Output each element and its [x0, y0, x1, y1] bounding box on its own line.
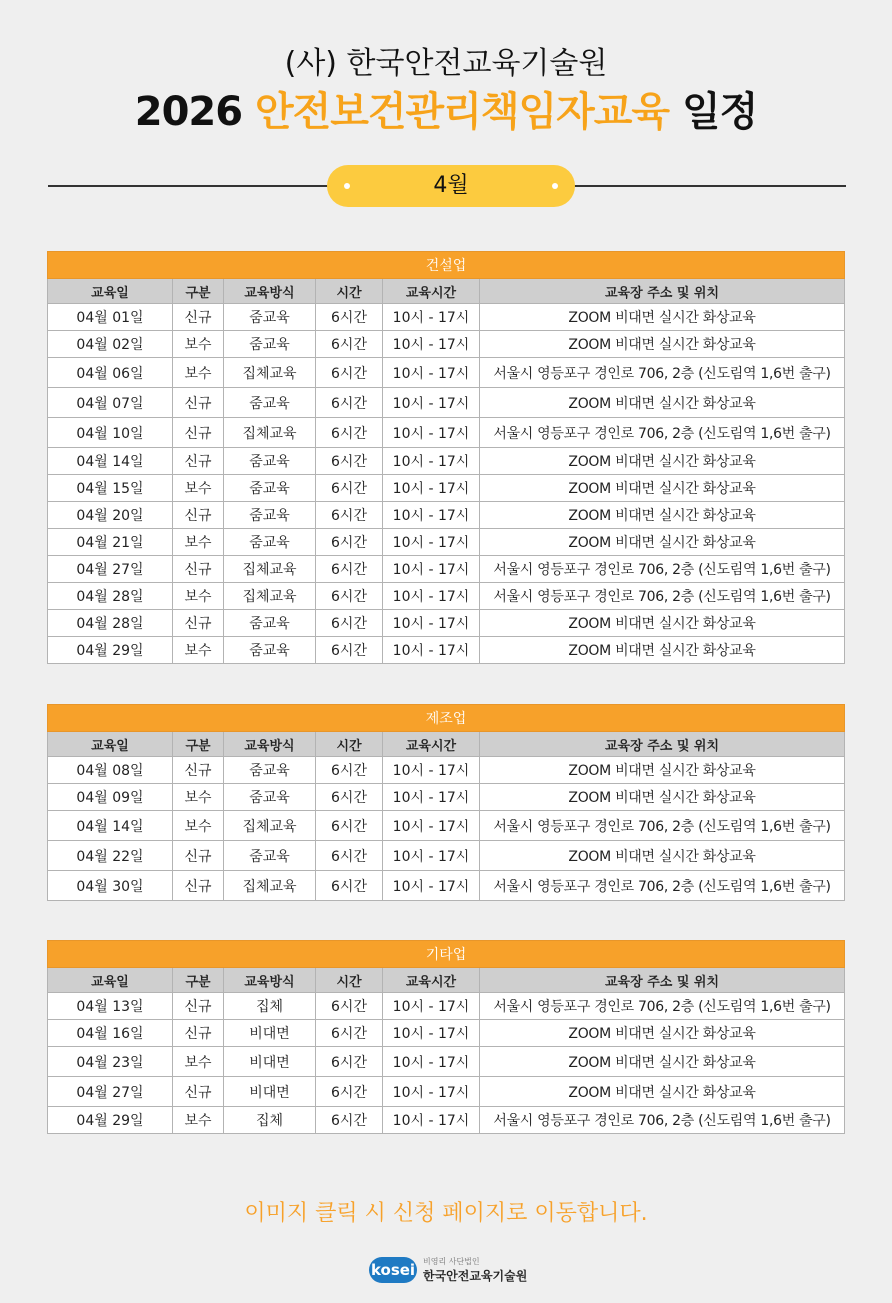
- method-cell: 줌교육: [224, 841, 316, 871]
- location-cell: ZOOM 비대면 실시간 화상교육: [480, 331, 845, 358]
- method-cell: 줌교육: [224, 610, 316, 637]
- location-cell: ZOOM 비대면 실시간 화상교육: [480, 784, 845, 811]
- duration-cell: 6시간: [316, 418, 383, 448]
- time-cell: 10시 - 17시: [383, 358, 480, 388]
- table-row: [48, 811, 845, 841]
- column-header: 구분: [173, 968, 224, 993]
- date-cell: 04월 20일: [48, 502, 173, 529]
- duration-cell: 6시간: [316, 841, 383, 871]
- method-cell: 집체교육: [224, 358, 316, 388]
- date-cell: 04월 13일: [48, 993, 173, 1020]
- type-cell: 보수: [173, 331, 224, 358]
- method-cell: 줌교육: [224, 784, 316, 811]
- duration-cell: 6시간: [316, 1020, 383, 1047]
- table-row: [48, 529, 845, 556]
- time-cell: 10시 - 17시: [383, 529, 480, 556]
- logo-subtitle: 비영리 사단법인: [423, 1257, 480, 1266]
- method-cell: 줌교육: [224, 304, 316, 331]
- time-cell: 10시 - 17시: [383, 784, 480, 811]
- dot-icon: [344, 183, 350, 189]
- time-cell: 10시 - 17시: [383, 583, 480, 610]
- table-row: [48, 993, 845, 1020]
- section-title: 건설업: [48, 252, 845, 279]
- location-cell: ZOOM 비대면 실시간 화상교육: [480, 1020, 845, 1047]
- time-cell: 10시 - 17시: [383, 502, 480, 529]
- table-row: [48, 757, 845, 784]
- organization-name: (사) 한국안전교육기술원: [284, 46, 608, 81]
- date-cell: 04월 22일: [48, 841, 173, 871]
- table-row: [48, 502, 845, 529]
- column-header: 교육시간: [383, 968, 480, 993]
- duration-cell: 6시간: [316, 1107, 383, 1134]
- duration-cell: 6시간: [316, 610, 383, 637]
- column-header: 교육일: [48, 732, 173, 757]
- table-row: [48, 304, 845, 331]
- time-cell: 10시 - 17시: [383, 1077, 480, 1107]
- date-cell: 04월 07일: [48, 388, 173, 418]
- method-cell: 줌교육: [224, 637, 316, 664]
- duration-cell: 6시간: [316, 529, 383, 556]
- location-cell: 서울시 영등포구 경인로 706, 2층 (신도림역 1,6번 출구): [480, 811, 845, 841]
- location-cell: ZOOM 비대면 실시간 화상교육: [480, 304, 845, 331]
- duration-cell: 6시간: [316, 1047, 383, 1077]
- column-header: 교육장 주소 및 위치: [480, 968, 845, 993]
- date-cell: 04월 28일: [48, 610, 173, 637]
- duration-cell: 6시간: [316, 784, 383, 811]
- time-cell: 10시 - 17시: [383, 841, 480, 871]
- location-cell: ZOOM 비대면 실시간 화상교육: [480, 388, 845, 418]
- date-cell: 04월 02일: [48, 331, 173, 358]
- time-cell: 10시 - 17시: [383, 610, 480, 637]
- time-cell: 10시 - 17시: [383, 388, 480, 418]
- table-row: [48, 418, 845, 448]
- duration-cell: 6시간: [316, 475, 383, 502]
- date-cell: 04월 21일: [48, 529, 173, 556]
- type-cell: 신규: [173, 448, 224, 475]
- type-cell: 신규: [173, 1020, 224, 1047]
- column-header: 교육장 주소 및 위치: [480, 279, 845, 304]
- table-row: [48, 1107, 845, 1134]
- duration-cell: 6시간: [316, 637, 383, 664]
- schedule-table: [47, 704, 845, 901]
- column-header: 구분: [173, 732, 224, 757]
- logo-name: 한국안전교육기술원: [423, 1269, 528, 1283]
- location-cell: ZOOM 비대면 실시간 화상교육: [480, 841, 845, 871]
- location-cell: 서울시 영등포구 경인로 706, 2층 (신도림역 1,6번 출구): [480, 556, 845, 583]
- type-cell: 신규: [173, 757, 224, 784]
- table-row: [48, 331, 845, 358]
- section-title: 제조업: [48, 705, 845, 732]
- location-cell: 서울시 영등포구 경인로 706, 2층 (신도림역 1,6번 출구): [480, 583, 845, 610]
- date-cell: 04월 14일: [48, 811, 173, 841]
- date-cell: 04월 29일: [48, 637, 173, 664]
- duration-cell: 6시간: [316, 757, 383, 784]
- table-row: [48, 841, 845, 871]
- location-cell: ZOOM 비대면 실시간 화상교육: [480, 757, 845, 784]
- location-cell: ZOOM 비대면 실시간 화상교육: [480, 448, 845, 475]
- time-cell: 10시 - 17시: [383, 1047, 480, 1077]
- location-cell: 서울시 영등포구 경인로 706, 2층 (신도림역 1,6번 출구): [480, 871, 845, 901]
- apply-link-note[interactable]: 이미지 클릭 시 신청 페이지로 이동합니다.: [244, 1201, 648, 1226]
- location-cell: ZOOM 비대면 실시간 화상교육: [480, 1047, 845, 1077]
- duration-cell: 6시간: [316, 1077, 383, 1107]
- time-cell: 10시 - 17시: [383, 418, 480, 448]
- method-cell: 집체교육: [224, 583, 316, 610]
- date-cell: 04월 15일: [48, 475, 173, 502]
- duration-cell: 6시간: [316, 358, 383, 388]
- schedule-table: [47, 251, 845, 664]
- date-cell: 04월 10일: [48, 418, 173, 448]
- column-header: 교육방식: [224, 732, 316, 757]
- date-cell: 04월 08일: [48, 757, 173, 784]
- column-header: 교육일: [48, 279, 173, 304]
- time-cell: 10시 - 17시: [383, 475, 480, 502]
- date-cell: 04월 16일: [48, 1020, 173, 1047]
- table-row: [48, 637, 845, 664]
- column-header: 시간: [316, 968, 383, 993]
- location-cell: ZOOM 비대면 실시간 화상교육: [480, 637, 845, 664]
- table-row: [48, 784, 845, 811]
- type-cell: 신규: [173, 1077, 224, 1107]
- location-cell: ZOOM 비대면 실시간 화상교육: [480, 610, 845, 637]
- time-cell: 10시 - 17시: [383, 1020, 480, 1047]
- type-cell: 신규: [173, 841, 224, 871]
- date-cell: 04월 23일: [48, 1047, 173, 1077]
- table-row: [48, 583, 845, 610]
- column-header: 교육시간: [383, 279, 480, 304]
- type-cell: 신규: [173, 871, 224, 901]
- type-cell: 보수: [173, 529, 224, 556]
- date-cell: 04월 14일: [48, 448, 173, 475]
- column-header: 교육일: [48, 968, 173, 993]
- time-cell: 10시 - 17시: [383, 556, 480, 583]
- duration-cell: 6시간: [316, 583, 383, 610]
- type-cell: 보수: [173, 1107, 224, 1134]
- type-cell: 신규: [173, 388, 224, 418]
- time-cell: 10시 - 17시: [383, 871, 480, 901]
- type-cell: 보수: [173, 358, 224, 388]
- column-header: 교육방식: [224, 968, 316, 993]
- type-cell: 보수: [173, 784, 224, 811]
- time-cell: 10시 - 17시: [383, 448, 480, 475]
- location-cell: ZOOM 비대면 실시간 화상교육: [480, 502, 845, 529]
- method-cell: 집체교육: [224, 811, 316, 841]
- method-cell: 비대면: [224, 1077, 316, 1107]
- date-cell: 04월 27일: [48, 556, 173, 583]
- location-cell: 서울시 영등포구 경인로 706, 2층 (신도림역 1,6번 출구): [480, 1107, 845, 1134]
- table-row: [48, 610, 845, 637]
- logo-badge: kosei: [369, 1257, 417, 1283]
- date-cell: 04월 28일: [48, 583, 173, 610]
- column-header: 교육방식: [224, 279, 316, 304]
- method-cell: 줌교육: [224, 448, 316, 475]
- duration-cell: 6시간: [316, 993, 383, 1020]
- duration-cell: 6시간: [316, 871, 383, 901]
- date-cell: 04월 29일: [48, 1107, 173, 1134]
- type-cell: 신규: [173, 556, 224, 583]
- method-cell: 집체교육: [224, 871, 316, 901]
- method-cell: 집체교육: [224, 556, 316, 583]
- dot-icon: [552, 183, 558, 189]
- method-cell: 줌교육: [224, 388, 316, 418]
- method-cell: 집체: [224, 1107, 316, 1134]
- method-cell: 줌교육: [224, 757, 316, 784]
- time-cell: 10시 - 17시: [383, 811, 480, 841]
- month-divider: [48, 165, 846, 207]
- time-cell: 10시 - 17시: [383, 304, 480, 331]
- type-cell: 보수: [173, 637, 224, 664]
- schedule-table: [47, 940, 845, 1134]
- type-cell: 신규: [173, 993, 224, 1020]
- date-cell: 04월 27일: [48, 1077, 173, 1107]
- column-header: 시간: [316, 279, 383, 304]
- time-cell: 10시 - 17시: [383, 637, 480, 664]
- method-cell: 줌교육: [224, 529, 316, 556]
- location-cell: ZOOM 비대면 실시간 화상교육: [480, 475, 845, 502]
- table-row: [48, 358, 845, 388]
- table-row: [48, 448, 845, 475]
- type-cell: 신규: [173, 502, 224, 529]
- location-cell: 서울시 영등포구 경인로 706, 2층 (신도림역 1,6번 출구): [480, 993, 845, 1020]
- month-badge: [327, 165, 575, 207]
- table-row: [48, 1077, 845, 1107]
- page-title: [0, 86, 892, 138]
- method-cell: 비대면: [224, 1047, 316, 1077]
- section-title: 기타업: [48, 941, 845, 968]
- duration-cell: 6시간: [316, 811, 383, 841]
- table-row: [48, 871, 845, 901]
- column-header: 교육시간: [383, 732, 480, 757]
- method-cell: 줌교육: [224, 502, 316, 529]
- method-cell: 비대면: [224, 1020, 316, 1047]
- duration-cell: 6시간: [316, 304, 383, 331]
- duration-cell: 6시간: [316, 448, 383, 475]
- location-cell: 서울시 영등포구 경인로 706, 2층 (신도림역 1,6번 출구): [480, 358, 845, 388]
- title-year: 2026: [134, 89, 243, 135]
- type-cell: 신규: [173, 610, 224, 637]
- duration-cell: 6시간: [316, 556, 383, 583]
- location-cell: 서울시 영등포구 경인로 706, 2층 (신도림역 1,6번 출구): [480, 418, 845, 448]
- method-cell: 줌교육: [224, 475, 316, 502]
- type-cell: 보수: [173, 583, 224, 610]
- time-cell: 10시 - 17시: [383, 1107, 480, 1134]
- date-cell: 04월 01일: [48, 304, 173, 331]
- type-cell: 보수: [173, 1047, 224, 1077]
- type-cell: 보수: [173, 475, 224, 502]
- table-row: [48, 475, 845, 502]
- table-row: [48, 1047, 845, 1077]
- method-cell: 집체: [224, 993, 316, 1020]
- column-header: 시간: [316, 732, 383, 757]
- date-cell: 04월 30일: [48, 871, 173, 901]
- location-cell: ZOOM 비대면 실시간 화상교육: [480, 1077, 845, 1107]
- time-cell: 10시 - 17시: [383, 993, 480, 1020]
- duration-cell: 6시간: [316, 502, 383, 529]
- page-header: [0, 44, 892, 138]
- date-cell: 04월 06일: [48, 358, 173, 388]
- title-course: 안전보건관리책임자교육: [255, 89, 670, 135]
- location-cell: ZOOM 비대면 실시간 화상교육: [480, 529, 845, 556]
- column-header: 교육장 주소 및 위치: [480, 732, 845, 757]
- type-cell: 신규: [173, 304, 224, 331]
- type-cell: 보수: [173, 811, 224, 841]
- column-header: 구분: [173, 279, 224, 304]
- duration-cell: 6시간: [316, 388, 383, 418]
- month-label: 4월: [433, 173, 469, 198]
- type-cell: 신규: [173, 418, 224, 448]
- duration-cell: 6시간: [316, 331, 383, 358]
- table-row: [48, 1020, 845, 1047]
- date-cell: 04월 09일: [48, 784, 173, 811]
- method-cell: 줌교육: [224, 331, 316, 358]
- method-cell: 집체교육: [224, 418, 316, 448]
- table-row: [48, 556, 845, 583]
- title-suffix: 일정: [681, 89, 758, 135]
- time-cell: 10시 - 17시: [383, 757, 480, 784]
- time-cell: 10시 - 17시: [383, 331, 480, 358]
- table-row: [48, 388, 845, 418]
